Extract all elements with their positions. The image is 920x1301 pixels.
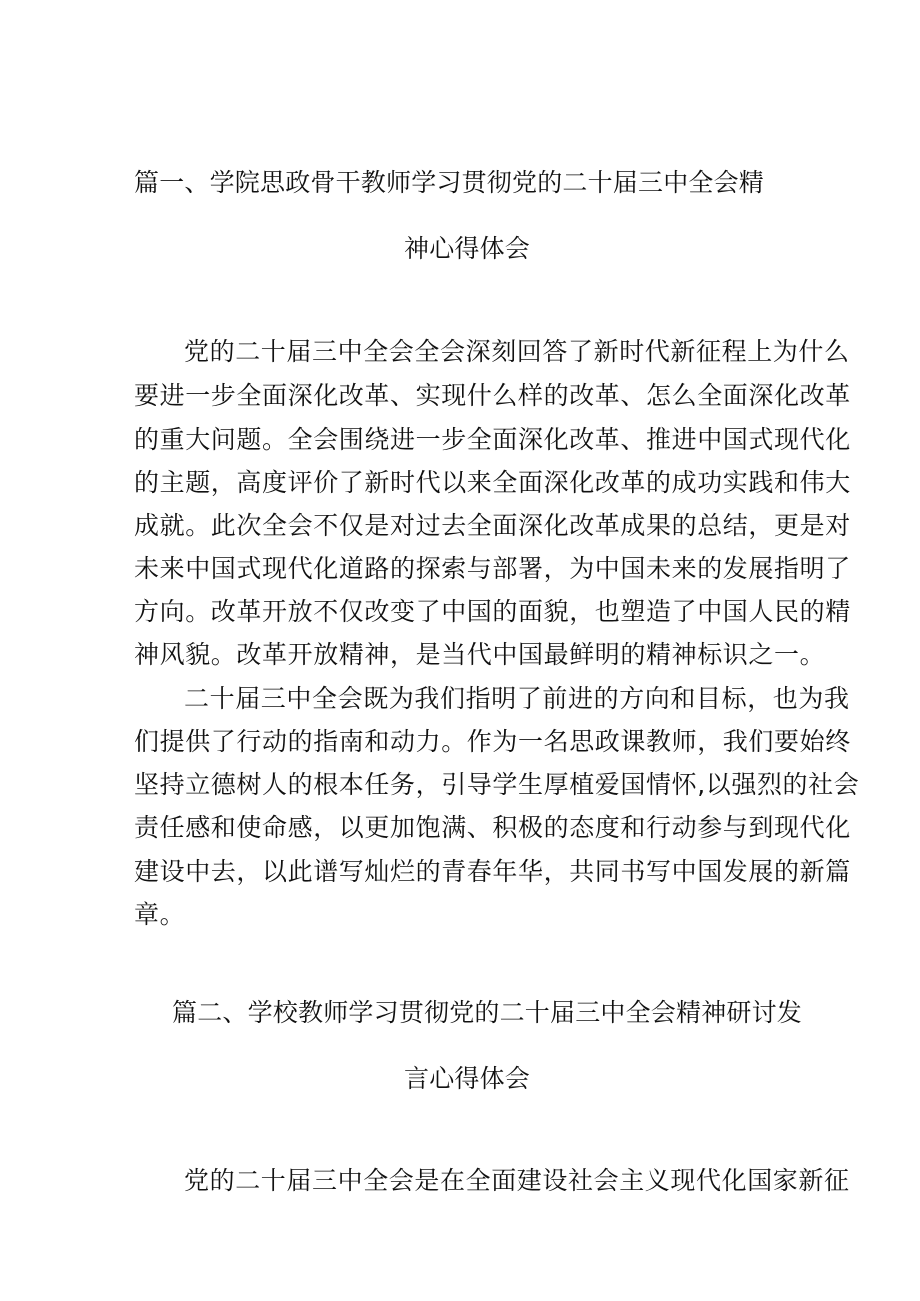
section-1-title-line-1: 篇一、学院思政骨干教师学习贯彻党的二十届三中全会精 bbox=[134, 168, 765, 197]
s2-p1-line-1: 党的二十届三中全会是在全面建设社会主义现代化国家新征 bbox=[184, 1166, 850, 1195]
s1-p1-line-8: 神风貌。改革开放精神，是当代中国最鲜明的精神标识之一。 bbox=[134, 640, 826, 669]
section-2-title-line-2: 言心得体会 bbox=[404, 1064, 531, 1093]
s1-p1-line-6: 未来中国式现代化道路的探索与部署，为中国未来的发展指明了 bbox=[134, 554, 851, 583]
s1-p1-line-5: 成就。此次全会不仅是对过去全面深化改革成果的总结，更是对 bbox=[134, 511, 851, 540]
s1-p1-line-1: 党的二十届三中全会全会深刻回答了新时代新征程上为什么 bbox=[184, 337, 850, 366]
s1-p1-line-7: 方向。改革开放不仅改变了中国的面貌，也塑造了中国人民的精 bbox=[134, 597, 851, 626]
section-1-title-line-2: 神心得体会 bbox=[404, 234, 531, 263]
s1-p2-line-3: 坚持立德树人的根本任务，引导学生厚植爱国情怀,以强烈的社会 bbox=[134, 770, 860, 799]
s1-p2-line-2: 们提供了行动的指南和动力。作为一名思政课教师，我们要始终 bbox=[134, 727, 851, 756]
s1-p2-line-4: 责任感和使命感，以更加饱满、积极的态度和行动参与到现代化 bbox=[134, 813, 851, 842]
s1-p2-line-1: 二十届三中全会既为我们指明了前进的方向和目标，也为我 bbox=[184, 684, 850, 713]
section-2-title-line-1: 篇二、学校教师学习贯彻党的二十届三中全会精神研讨发 bbox=[172, 998, 803, 1027]
s1-p1-line-2: 要进一步全面深化改革、实现什么样的改革、怎么全面深化改革 bbox=[134, 381, 851, 410]
s1-p2-line-5: 建设中去，以此谱写灿烂的青春年华，共同书写中国发展的新篇 bbox=[134, 857, 851, 886]
s1-p1-line-3: 的重大问题。全会围绕进一步全面深化改革、推进中国式现代化 bbox=[134, 425, 851, 454]
s1-p2-line-6: 章。 bbox=[134, 900, 186, 929]
s1-p1-line-4: 的主题，高度评价了新时代以来全面深化改革的成功实践和伟大 bbox=[134, 468, 851, 497]
